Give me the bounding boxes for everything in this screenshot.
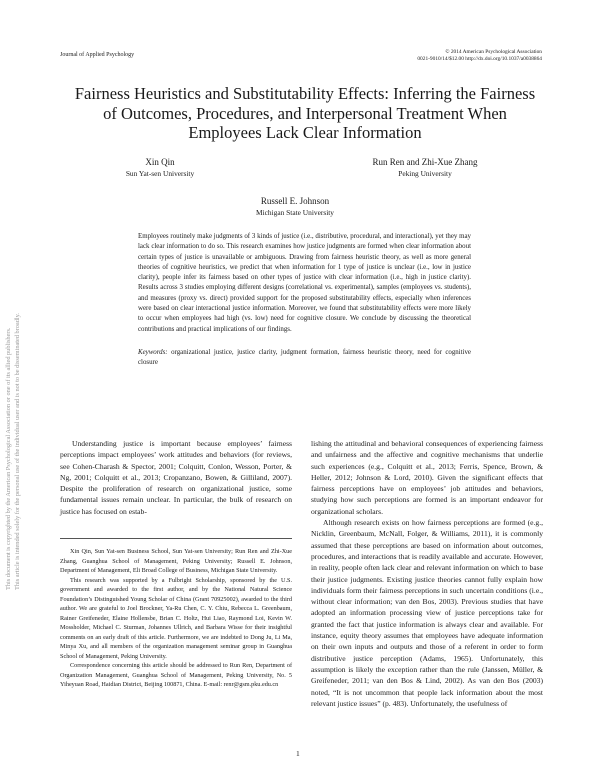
copyright-sidebar [4,210,24,590]
author-note [60,547,292,690]
author-affiliation: Michigan State University [256,208,334,217]
author-affiliation: Sun Yat-sen University [125,169,195,178]
author-block-3 [210,196,380,218]
footnote-correspondence: Correspondence concerning this article should be addressed to Run Ren, Department of Organization Management, Guanghua School of Management, Peking University, No. 5 Yiheyuan Road, Haidian District, Beijing 100871, China. E-mail: renr@gsm.pku.edu.cn [60,662,292,688]
author-block-2 [340,157,510,179]
body-left-column [60,438,292,517]
sidebar-line-2: This article is intended solely for the personal use of the individual user and is not to be disseminated broadly. [14,313,21,590]
body-paragraph: Although research exists on how fairness perceptions are formed (e.g., Nicklin, Greenbaum, McNall, Folger, & Williams, 2011), it is commonly assumed that these perceptions are based on information about outcomes, procedures, and interactions that is readily available and accurate. However, in reality, people often lack clear and relevant information on which to base their justice judgments. Existing justice theories cannot fully explain how individuals form their fairness perceptions in such uncertain conditions (i.e., without clear information; van den Bos, 2003). Previous studies that have adopted an information processing view of justice perceptions take for granted the fact that justice information is always clear and available. For instance, equity theory assumes that employees have adequate information on their own inputs and outputs and those of a referent in order to form distributive justice perception (Adams, 1965). Unfortunately, this assumption is likely the exception rather than the rule (Janssen, Müller, & Greifeneder, 2011; van den Bos & Lind, 2002). As van den Bos (2003) noted, “It is not uncommon that people lack information about the most relevant justice issues” (p. 483). Unfortunately, the usefulness of [311,518,543,708]
footnote-affiliations: Xin Qin, Sun Yat-sen Business School, Sun Yat-sen University; Run Ren and Zhi-Xue Zhang, Guanghua School of Management, Peking University; Russell E. Johnson, Department of Management, Eli Broad College of Business, Michigan State University. [60,548,292,574]
body-paragraph: lishing the attitudinal and behavioral consequences of experiencing fairness and unfairness and the affective and cognitive mechanisms that underlie such experiences (e.g., Colquitt et al., 2013; Ferris, Spence, Brown, & Heller, 2012; Johnson & Lord, 2010). Given the significant effects that fairness perceptions have on employees’ job attitudes and behaviors, studying how such perceptions are formed is an important endeavor for organizational scholars. [311,439,543,516]
sidebar-line-1: This document is copyrighted by the American Psychological Association or one of its allied publishers. [5,327,12,590]
footnote-divider [60,538,292,539]
page-number: 1 [296,749,300,758]
body-right-column [311,438,543,709]
author-block-1 [100,157,220,179]
body-paragraph: Understanding justice is important because employees’ fairness perceptions impact employees’ work attitudes and behaviors (for reviews, see Cohen-Charash & Spector, 2001; Colquitt, Conlon, Wesson, Porter, & Ng, 2001; Colquitt et al., 2013; Cropanzano, Bowen, & Gilliland, 2007). Despite the proliferation of research on organizational justice, some fundamental issues remain unclear. In particular, the bulk of research on justice has focused on estab- [60,439,292,516]
copyright-block [417,49,542,63]
doi-line: 0021-9010/14/$12.00 http://dx.doi.org/10.1037/a0038864 [417,56,542,62]
keywords [138,348,471,369]
footnote-acknowledgments: This research was supported by a Fulbright Scholarship, sponsored by the U.S. government and awarded to the first author, and by the National Natural Science Foundation’s Distinguished Young Scholar of China (Grant 70925002), awarded to the third author. We are grateful to Joel Brockner, Ya-Ru Chen, C. Y. Chiu, Rebecca L. Greenbaum, Rainer Greifeneder, Elaine Hollensbe, Brian C. Holtz, Hui Liao, Raymond Loi, Kevin W. Mossholder, Michael C. Sturman, Johannes Ullrich, and Barbara Wisse for their insightful comments on an early draft of this article. Furthermore, we are indebted to Dong Ju, Li Ma, Minya Xu, and all members of the organization management seminar group in Guanghua School of Management, Peking University. [60,576,292,660]
abstract: Employees routinely make judgments of 3 kinds of justice (i.e., distributive, procedural, and interactional), yet they may lack clear information to do so. This research examines how justice judgments are formed when clear information about certain types of justice is unavailable or ambiguous. Drawing from fairness heuristic theory, as well as more general theories of cognitive heuristics, we predict that when information for 1 type of justice is unclear (i.e., low in justice clarity), people infer its fairness based on other types of justice with clear information (i.e., high in justice clarity). Results across 3 studies employing different designs (correlational vs. experimental), samples (employees vs. students), and measures (proxy vs. direct) provided support for the proposed substitutability effects, especially when inferences were based on clear interactional justice information. Moreover, we found that substitutability effects were more likely to occur when employees had high (vs. low) need for cognitive closure. We conclude by discussing the theoretical contributions and practical implications of our findings. [138,233,471,333]
journal-name: Journal of Applied Psychology [60,52,135,58]
author-name: Run Ren and Zhi-Xue Zhang [372,157,478,167]
copyright-line: © 2014 American Psychological Association [445,49,542,55]
author-affiliation: Peking University [398,169,452,178]
author-name: Xin Qin [145,157,175,167]
paper-title: Fairness Heuristics and Substitutability Effects: Inferring the Fairness of Outcomes, Procedures, and Interpersonal Treatment When Employees Lack Clear Information [74,84,536,142]
keywords-label: Keywords: [138,349,168,356]
author-name: Russell E. Johnson [260,196,330,206]
keywords-text: organizational justice, justice clarity, judgment formation, fairness heuristic theory, need for cognitive closure [138,349,471,367]
